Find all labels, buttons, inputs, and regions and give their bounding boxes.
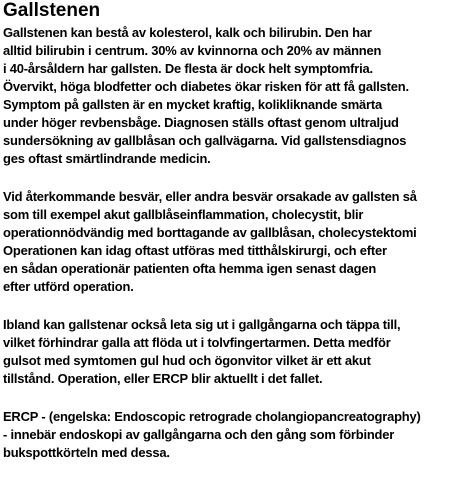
text-line: Vid återkommande besvär, eller andra besvär orsakade av gallsten så [3, 189, 417, 204]
text-line: i 40-årsåldern har gallsten. De flesta är dock helt symptomfria. [3, 61, 373, 76]
text-line: alltid bilirubin i centrum. 30% av kvinnorna och 20% av männen [3, 43, 382, 58]
text-line: under höger revbensbåge. Diagnosen ställs oftast genom ultraljud [3, 115, 399, 130]
text-line: sundersökning av gallblåsan och gallvägarna. Vid gallstensdiagnos [3, 133, 407, 148]
text-line: Övervikt, höga blodfetter och diabetes ökar risken för att få gallsten. [3, 79, 409, 94]
text-line: - innebär endoskopi av gallgångarna och den gång som förbinder [3, 427, 395, 442]
text-line: gulsot med symtomen gul hud och ögonvitor vilket är ett akut [3, 353, 371, 368]
text-line: en sådan operationär patienten ofta hemma igen senast dagen [3, 261, 377, 276]
text-line: Gallstenen kan bestå av kolesterol, kalk och bilirubin. Den har [3, 25, 372, 40]
text-line: Operationen kan idag oftast utföras med titthålskirurgi, och efter [3, 243, 387, 258]
text-line: Ibland kan gallstenar också leta sig ut i gallgångarna och täppa till, [3, 317, 401, 332]
text-line: operationnödvändig med borttagande av gallblåsan, cholecystektomi [3, 225, 417, 240]
text-line: ges oftast smärtlindrande medicin. [3, 151, 211, 166]
paragraph-operation [3, 188, 457, 296]
text-line: vilket förhindrar galla att flöda ut i tolvfingertarmen. Detta medför [3, 335, 391, 350]
text-line: ERCP - (engelska: Endoscopic retrograde cholangiopancreatography) [3, 409, 421, 424]
text-line: bukspottkörteln med dessa. [3, 445, 170, 460]
text-line: Symptom på gallsten är en mycket kraftig, kolikliknande smärta [3, 97, 382, 112]
text-line: tillstånd. Operation, eller ERCP blir aktuellt i det fallet. [3, 371, 323, 386]
text-line: som till exempel akut gallblåseinflammation, cholecystit, blir [3, 207, 364, 222]
text-line: efter utförd operation. [3, 279, 134, 294]
paragraph-ercp [3, 408, 457, 462]
paragraph-bile-ducts [3, 316, 457, 388]
article [3, 0, 457, 482]
page-title: Gallstenen [3, 0, 101, 21]
paragraph-intro [3, 24, 457, 168]
